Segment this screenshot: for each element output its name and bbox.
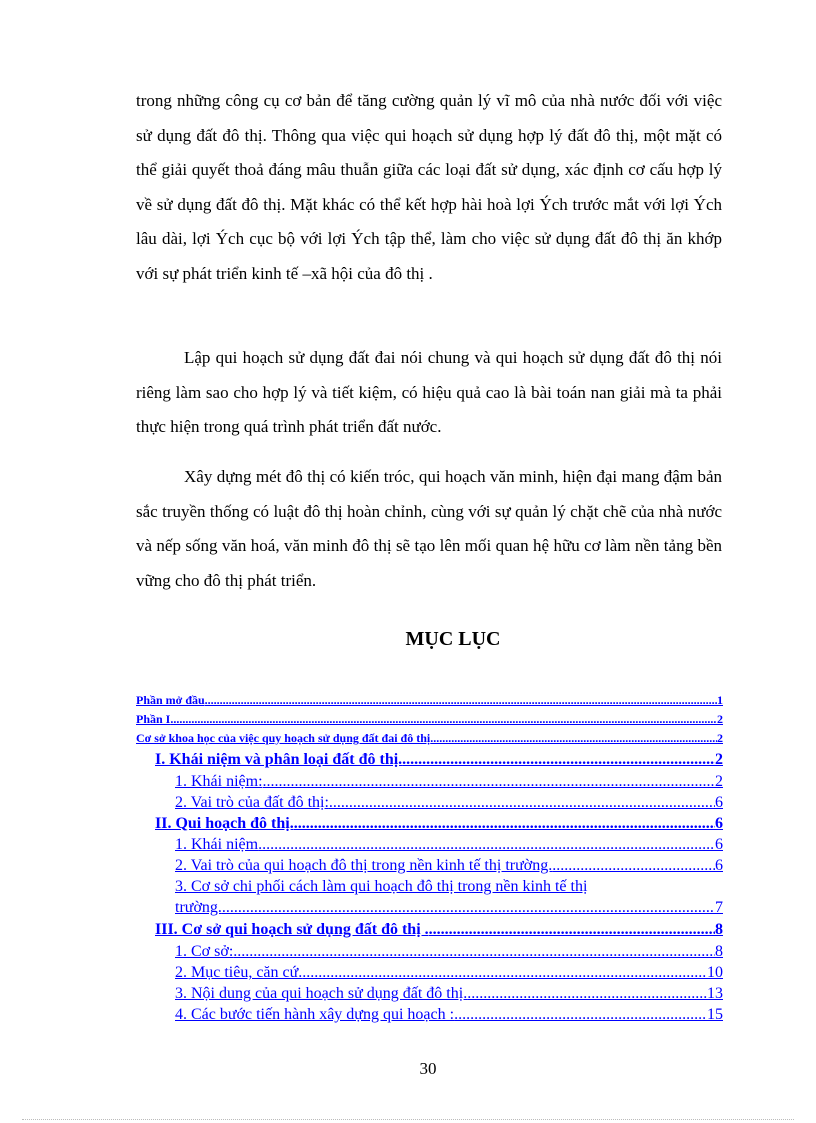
- toc-item-intro[interactable]: Phần mở đầu ..... 1: [136, 692, 723, 709]
- body-paragraph-2: Lập qui hoạch sử dụng đất đai nói chung và qui hoạch sử dụng đất đô thị nói riêng làm sao cho hợp lý và tiết kiệm, có hiệu quả cao là bài toán nan giải mà ta phải thực hiện trong quá trình phát triển đất nước.: [136, 348, 722, 436]
- page-number: 30: [419, 1059, 437, 1078]
- toc-item-3-2[interactable]: 2. Mục tiêu, căn cứ. ..... 10: [175, 962, 723, 983]
- toc-item-section-3[interactable]: III. Cơ sở qui hoạch sử dụng đất đô thị . ..... 8: [155, 919, 723, 940]
- toc-heading: MỤC LỤC: [405, 628, 501, 650]
- toc-item-section-1[interactable]: I. Khái niệm và phân loại đất đô thị. ..... 2: [155, 749, 723, 770]
- toc-item-scientific-basis[interactable]: Cơ sở khoa học của việc quy hoạch sử dụng đất đai đô thị ..... 2: [136, 730, 723, 747]
- toc-item-3-4[interactable]: 4. Các bước tiến hành xây dựng qui hoạch : ..... 15: [175, 1004, 723, 1025]
- toc-item-2-2[interactable]: 2. Vai trò của qui hoạch đô thị trong nền kinh tế thị trường. ..... 6: [175, 855, 723, 876]
- toc-item-2-1[interactable]: 1. Khái niệm ..... 6: [175, 834, 723, 855]
- toc-item-part-1[interactable]: Phần I ..... 2: [136, 711, 723, 728]
- toc-item-2-3-cont[interactable]: trường. ..... 7: [175, 897, 723, 918]
- toc-item-1-1[interactable]: 1. Khái niệm: ..... 2: [175, 771, 723, 792]
- toc-item-3-1[interactable]: 1. Cơ sở: ..... 8: [175, 941, 723, 962]
- toc-item-2-3[interactable]: 3. Cơ sở chi phối cách làm qui hoạch đô thị trong nền kinh tế thị: [175, 878, 588, 895]
- toc-item-section-2[interactable]: II. Qui hoạch đô thị. ..... 6: [155, 813, 723, 834]
- toc-item-3-3[interactable]: 3. Nội dung của qui hoạch sử dụng đất đô thị. ..... 13: [175, 983, 723, 1004]
- page-bottom-divider: [22, 1119, 794, 1120]
- body-paragraph-1: trong những công cụ cơ bản để tăng cường quản lý vĩ mô của nhà nước đối với việc sử dụng đất đô thị. Thông qua việc qui hoạch sử dụng hợp lý đất đô thị, một mặt có thể giải quyết thoả đáng mâu thuẫn giữa các loại đất sử dụng, xác định cơ cấu hợp lý về sử dụng đất đô thị. Mặt khác có thể kết hợp hài hoà lợi Ých trước mắt với lợi Ých lâu dài, lợi Ých cục bộ với lợi Ých tập thể, làm cho việc sử dụng đất đô thị ăn khớp với sự phát triển kinh tế –xã hội của đô thị .: [136, 91, 722, 283]
- body-paragraph-3: Xây dựng mét đô thị có kiến tróc, qui hoạch văn minh, hiện đại mang đậm bản sắc truyền thống có luật đô thị hoàn chỉnh, cùng với sự quản lý chặt chẽ của nhà nước và nếp sống văn hoá, văn minh đô thị sẽ tạo lên mối quan hệ hữu cơ làm nền tảng bền vững cho đô thị phát triển.: [136, 467, 722, 590]
- toc-item-1-2[interactable]: 2. Vai trò của đất đô thị: ..... 6: [175, 792, 723, 813]
